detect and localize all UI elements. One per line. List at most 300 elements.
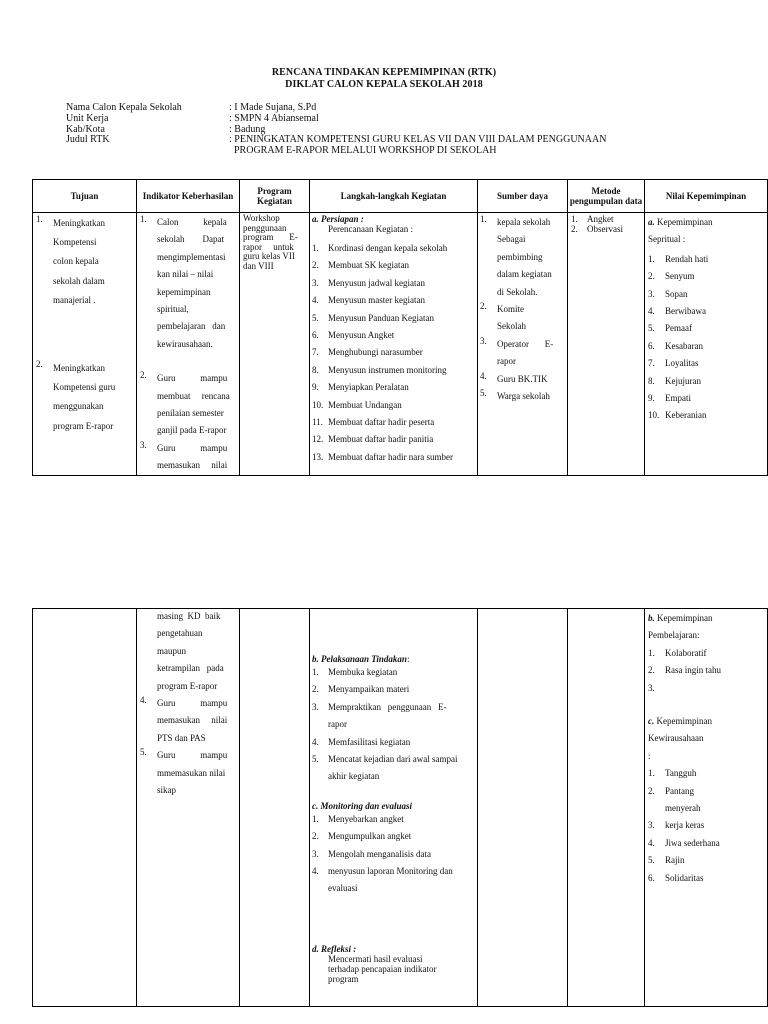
item-text: Membuat SK kegiatan (328, 260, 409, 271)
text-line: Kompetensi guru (53, 382, 116, 393)
text-line: Komite (497, 304, 524, 315)
item-number: 1. (36, 214, 43, 224)
program-line: dan VIII (243, 260, 274, 271)
section-subtitle: Kewirausahaan (648, 733, 704, 744)
item-text: Menyusun jadwal kegiatan (328, 277, 425, 288)
spacer (648, 697, 764, 713)
text-line: evaluasi (328, 883, 358, 894)
item-number: 4. (140, 695, 147, 706)
text-line: Rendah hati (665, 253, 709, 264)
item-number: 2. (648, 785, 655, 796)
item-number: 3. (648, 682, 655, 693)
list-item (312, 397, 474, 414)
item-text (665, 645, 706, 662)
text-line: pengetahuan (157, 628, 203, 639)
text-line: program E-rapor (53, 420, 114, 431)
item-number: 7. (312, 347, 319, 358)
item-number: 3. (480, 335, 487, 346)
item-text (157, 370, 236, 440)
text-line: Mengumpulkan angket (328, 831, 412, 842)
section-suffix: : (406, 654, 410, 664)
list-item (312, 344, 474, 361)
item-text (665, 355, 699, 372)
item-text: Observasi (587, 224, 623, 234)
col-header-sumber: Sumber daya (478, 180, 568, 213)
item-text (665, 268, 695, 285)
list-item (648, 407, 764, 424)
list-item (312, 863, 474, 898)
text-line: dalam kegiatan (497, 269, 552, 280)
item-number: 9. (312, 382, 319, 393)
program-line: penggunaan (243, 222, 287, 233)
text-line: sekolah Dapat (157, 234, 224, 245)
text-line: Kolaboratif (665, 647, 707, 658)
table-header-row (33, 180, 768, 213)
text-line: terhadap pencapaian indikator (328, 963, 437, 974)
item-text (665, 783, 700, 818)
list-item (140, 214, 236, 353)
text-line: rapor (328, 719, 347, 730)
text-line: Senyum (665, 271, 695, 282)
info-label: Unit Kerja (66, 112, 109, 124)
list-item (648, 268, 764, 285)
text-line: di Sekolah. (497, 286, 538, 297)
item-number: 3. (312, 701, 319, 712)
item-number: 5. (480, 388, 487, 399)
text-line: PTS dan PAS (157, 732, 206, 743)
item-text (665, 303, 706, 320)
rtk-table-page1 (32, 179, 768, 476)
section-letter: b. (312, 654, 321, 664)
section-subtitle: Perencanaan Kegiatan : (328, 224, 413, 234)
section-title: Pelaksanaan Tindakan (321, 654, 407, 664)
item-number: 4. (312, 866, 319, 877)
item-text: Membuat daftar hadir nara sumber (328, 451, 453, 462)
item-text (157, 440, 236, 475)
text-line: Memfasilitasi kegiatan (328, 736, 411, 747)
text-line: Guru mampu (157, 373, 228, 384)
section-title: Kepemimpinan (656, 716, 712, 727)
text-line: menyerah (665, 803, 701, 814)
program-line: rapor untuk (243, 241, 294, 252)
list-item (648, 390, 764, 407)
item-number: 5. (312, 312, 319, 323)
text-line: kan nilai – nilai (157, 269, 214, 280)
list-item (140, 695, 236, 747)
section-letter: a. (312, 214, 321, 224)
text-line: rapor (497, 356, 516, 367)
info-value: : PENINGKATAN KOMPETENSI GURU KELAS VII DAN VIII DALAM PENGGUNAAN (229, 134, 607, 146)
program-line: program E- (243, 232, 298, 242)
list-item (140, 440, 236, 475)
item-number: 1. (312, 667, 319, 677)
item-text (497, 336, 563, 371)
list-item (648, 338, 764, 355)
section-subtitle: : (648, 750, 651, 761)
item-text (328, 681, 409, 698)
list-item (480, 336, 563, 371)
cell-indikator (137, 213, 240, 476)
section-title: Refleksi : (321, 943, 357, 954)
item-number: 3. (140, 439, 147, 450)
program-line: guru kelas VII (243, 251, 295, 261)
text-line: program (328, 973, 359, 984)
item-text (497, 371, 563, 388)
item-text (328, 664, 397, 681)
rtk-table-page2 (32, 608, 768, 1007)
item-number: 2. (648, 665, 655, 676)
item-number: 2. (312, 831, 319, 842)
text-line: Loyalitas (665, 358, 699, 369)
identity-block (66, 103, 669, 157)
info-value: : I Made Sujana, S.Pd (229, 102, 317, 113)
cell-metode-cont (568, 609, 645, 1007)
col-header-nilai: Nilai Kepemimpinan (645, 180, 768, 213)
item-number: 2. (312, 684, 319, 695)
item-number: 1. (140, 214, 147, 224)
text-line: menggunakan (53, 401, 104, 412)
text-line: Solidaritas (665, 872, 704, 883)
text-line: Mencatat kejadian dari awal sampai (328, 754, 458, 765)
item-text (497, 388, 563, 405)
item-number: 1. (312, 813, 319, 824)
item-number: 8. (312, 364, 319, 375)
section-heading (312, 654, 474, 664)
section-heading (312, 214, 474, 224)
text-line: memasukan nilai (157, 460, 228, 471)
list-item (480, 371, 563, 388)
list-item (312, 310, 474, 327)
list-item (571, 224, 641, 234)
item-text (665, 817, 704, 834)
program-line: Workshop (243, 213, 280, 223)
item-text (665, 320, 692, 337)
section-letter: a. (648, 217, 657, 227)
list-item (312, 327, 474, 344)
info-label: Nama Calon Kepala Sekolah (66, 102, 182, 113)
item-text (665, 870, 704, 887)
text-line: Pemaaf (665, 323, 692, 334)
item-text (157, 214, 236, 353)
text-line: masing KD baik (157, 611, 221, 621)
section-letter: b. (648, 613, 657, 623)
text-line: ganjil pada E-rapor (157, 425, 227, 436)
item-number: 6. (312, 330, 319, 341)
item-number: 4. (648, 837, 655, 848)
text-line: Guru mampu (157, 698, 228, 709)
text-line: Jiwa sederhana (665, 837, 720, 848)
list-item (312, 828, 474, 845)
item-text: Menyusun Panduan Kegiatan (328, 312, 434, 323)
item-text (53, 359, 132, 436)
section-letter: c. (648, 716, 657, 727)
section-title: Kepemimpinan (657, 613, 713, 623)
cell-langkah-cont (310, 609, 478, 1007)
item-text (328, 734, 410, 751)
list-item (36, 359, 132, 436)
text-line: Berwibawa (665, 306, 706, 317)
text-line: manajerial . (53, 294, 96, 305)
item-text (328, 751, 457, 786)
item-number: 9. (648, 393, 655, 404)
item-text (53, 214, 132, 310)
list-item (312, 846, 474, 863)
text-line: colon kepala (53, 256, 99, 267)
section-title: Kepemimpinan (657, 217, 713, 227)
item-text (665, 251, 708, 268)
text-line: penilaian semester (157, 408, 224, 419)
list-item (648, 817, 764, 834)
item-number: 8. (648, 375, 655, 386)
list-item (312, 362, 474, 379)
list-item (480, 388, 563, 405)
text-line: pembimbing (497, 251, 543, 262)
list-item (648, 870, 764, 887)
section-subtitle: Pembelajaran: (648, 630, 700, 641)
text-line: Operator E- (497, 338, 554, 349)
item-number: 4. (480, 370, 487, 381)
section-letter: c. (312, 800, 321, 811)
item-number: 5. (140, 747, 147, 758)
section-title: Persiapan : (321, 214, 364, 224)
document-subtitle: DIKLAT CALON KEPALA SEKOLAH 2018 (285, 79, 483, 90)
text-line: Pantang (665, 785, 694, 796)
list-item (648, 765, 764, 782)
list-item (140, 370, 236, 440)
text-line: Empati (665, 393, 691, 404)
item-text (157, 747, 236, 799)
text-line: sikap (157, 785, 176, 796)
item-text (665, 338, 703, 355)
list-item (312, 257, 474, 274)
col-header-tujuan: Tujuan (33, 180, 137, 213)
text-line: Calon kepala (157, 217, 227, 227)
text-line: membuat rencana (157, 390, 230, 401)
cell-sumber (478, 213, 568, 476)
item-text: Membuat daftar hadir panitia (328, 434, 434, 445)
item-number: 2. (312, 260, 319, 271)
item-text (497, 301, 563, 336)
item-text (328, 811, 404, 828)
item-text (328, 863, 453, 898)
list-item (312, 414, 474, 431)
text-line: Keberanian (665, 410, 707, 421)
item-text: Menyusun master kegiatan (328, 295, 425, 306)
info-label: Kab/Kota (66, 123, 105, 135)
list-item (312, 449, 474, 466)
list-item (312, 664, 474, 681)
item-number: 1. (312, 243, 319, 253)
item-number: 4. (648, 306, 655, 317)
cell-program (240, 213, 310, 476)
cell-langkah (310, 213, 478, 476)
text-line: Tangguh (665, 768, 697, 779)
text-line: menyusun laporan Monitoring dan (328, 866, 453, 877)
list-item (648, 286, 764, 303)
text-line: Membuka kegiatan (328, 667, 398, 677)
cell-tujuan (33, 213, 137, 476)
item-number: 5. (648, 323, 655, 334)
document-title: RENCANA TINDAKAN KEPEMIMPINAN (RTK) (271, 67, 497, 78)
item-text (665, 373, 701, 390)
text-line: Sopan (665, 288, 688, 299)
item-text: Membuat Undangan (328, 399, 402, 410)
indikator-continuation (140, 609, 236, 696)
text-line: kepemimpinan (157, 286, 211, 297)
item-number: 10. (312, 399, 324, 410)
item-text: Membuat daftar hadir peserta (328, 417, 435, 428)
section-subtitle: Sepritual : (648, 234, 686, 245)
section-heading (648, 214, 764, 231)
item-number: 7. (648, 358, 655, 369)
list-item (648, 355, 764, 372)
item-number: 4. (312, 736, 319, 747)
item-text: Angket (587, 214, 614, 224)
text-line: kepala sekolah (497, 217, 551, 227)
list-item (648, 645, 764, 662)
item-number: 5. (312, 754, 319, 765)
item-text (665, 390, 691, 407)
item-number: 4. (312, 295, 319, 306)
item-number: 1. (480, 214, 487, 224)
list-item (571, 214, 641, 224)
list-item (312, 811, 474, 828)
item-text: Menyusun Angket (328, 330, 395, 341)
text-line: pembelajaran dan (157, 321, 226, 332)
text-line: Guru mampu (157, 750, 228, 761)
info-label: Judul RTK (66, 134, 110, 146)
section-heading (312, 801, 474, 811)
item-text (665, 835, 720, 852)
info-row (66, 103, 669, 114)
item-text (497, 214, 563, 301)
list-item (648, 662, 764, 679)
text-line: ketrampilan pada (157, 663, 224, 674)
item-text: Kordinasi dengan kepala sekolah (328, 243, 448, 253)
list-item (312, 379, 474, 396)
item-text: Menyusun instrumen monitoring (328, 364, 447, 375)
list-item (36, 214, 132, 310)
item-number: 2. (140, 370, 147, 381)
text-line: sekolah dalam (53, 275, 105, 286)
text-line: Menyampaikan materi (328, 684, 410, 695)
cell-nilai (645, 213, 768, 476)
item-number: 10. (648, 410, 660, 421)
text-line: Meningkatkan (53, 363, 105, 374)
text-line: maupun (157, 645, 186, 656)
item-text (665, 662, 721, 679)
text-line: Mempraktikan penggunaan E- (328, 701, 447, 712)
list-item (648, 373, 764, 390)
text-line: Mencermati hasil evaluasi (328, 953, 423, 964)
text-line: Rasa ingin tahu (665, 665, 721, 676)
info-value: PROGRAM E-RAPOR MELALUI WORKSHOP DI SEKOLAH (229, 145, 497, 157)
list-item (140, 747, 236, 799)
item-text (665, 286, 688, 303)
text-line: Guru BK.TIK (497, 373, 548, 384)
text-line: Sekolah (497, 321, 526, 332)
cell-indikator-cont (137, 609, 240, 1007)
text-line: mmemasukan nilai (157, 767, 226, 778)
text-line: mengimplementasi (157, 251, 226, 262)
list-item (312, 292, 474, 309)
item-text: Menghubungi narasumber (328, 347, 423, 358)
table-row (33, 213, 768, 476)
text-line: Rajin (665, 855, 685, 866)
item-text (328, 699, 446, 734)
text-line: program E-rapor (157, 680, 218, 691)
list-item (312, 240, 474, 257)
item-number: 1. (571, 214, 578, 224)
section-heading (312, 944, 474, 954)
list-item (312, 699, 474, 734)
list-item (648, 251, 764, 268)
col-header-program: Program Kegiatan (240, 180, 310, 213)
text-line: Guru mampu (157, 442, 228, 453)
item-text (328, 846, 431, 863)
list-item (648, 303, 764, 320)
text-line: Mengolah menganalisis data (328, 848, 431, 859)
text-line: akhir kegiatan (328, 771, 380, 782)
item-number: 6. (648, 872, 655, 883)
item-number: 3. (648, 820, 655, 831)
col-header-metode: Metode pengumpulan data (568, 180, 645, 213)
info-value: : Badung (229, 123, 266, 135)
item-number: 2. (648, 271, 655, 282)
text-line: spiritual, (157, 304, 189, 315)
cell-sumber-cont (478, 609, 568, 1007)
info-row (66, 146, 669, 157)
section-letter: d. (312, 943, 321, 954)
list-item (312, 734, 474, 751)
text-line: Warga sekolah (497, 391, 550, 402)
item-number: 2. (480, 301, 487, 312)
item-number: 3. (312, 848, 319, 859)
section-heading (648, 610, 764, 627)
list-item (648, 835, 764, 852)
text-line: Kompetensi (53, 237, 97, 248)
list-item (480, 214, 563, 301)
item-number: 2. (571, 224, 578, 234)
table-row (33, 609, 768, 1007)
section-heading (648, 713, 764, 730)
item-text (665, 852, 685, 869)
item-text (665, 407, 706, 424)
text-line: Kesabaran (665, 340, 703, 351)
info-label (66, 146, 229, 157)
list-item (312, 751, 474, 786)
list-item (312, 275, 474, 292)
text-line: Menyebarkan angket (328, 813, 404, 824)
item-number: 13. (312, 451, 324, 462)
list-item (648, 783, 764, 818)
list-item (312, 681, 474, 698)
item-number: 1. (648, 768, 655, 779)
list-item (648, 320, 764, 337)
item-number: 1. (648, 253, 655, 264)
text-line: Sebagai (497, 234, 526, 245)
text-line: kerja keras (665, 820, 705, 831)
cell-nilai-cont (645, 609, 768, 1007)
item-number: 12. (312, 434, 324, 445)
list-item (648, 852, 764, 869)
list-item (648, 680, 764, 697)
col-header-langkah: Langkah-langkah Kegiatan (310, 180, 478, 213)
cell-program-cont (240, 609, 310, 1007)
item-number: 6. (648, 340, 655, 351)
cell-tujuan-cont (33, 609, 137, 1007)
info-value: : SMPN 4 Abiansemal (229, 112, 319, 124)
